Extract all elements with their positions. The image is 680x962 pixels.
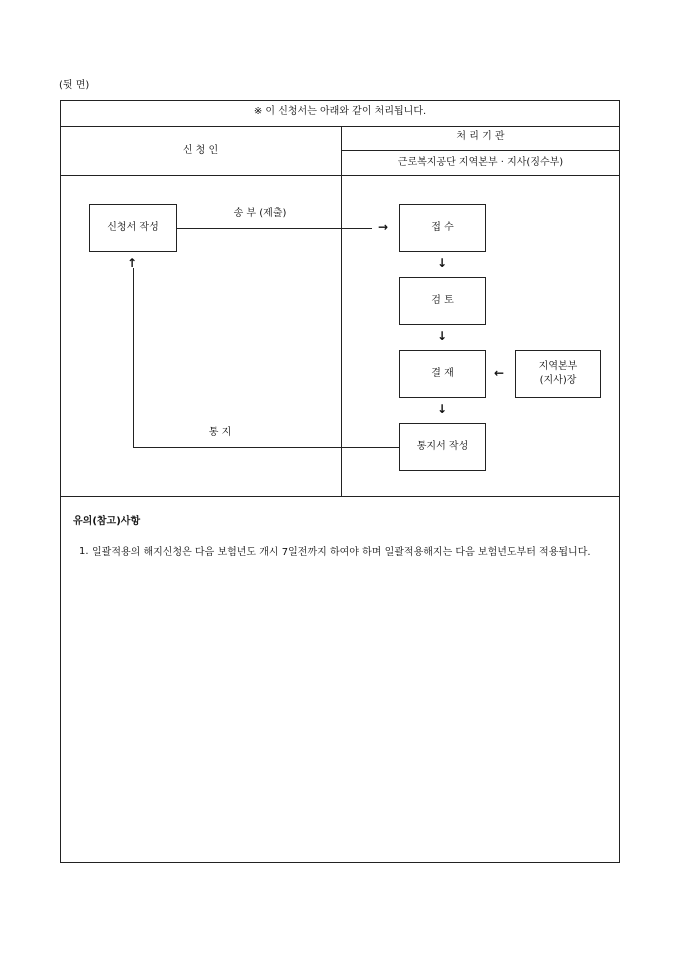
- director-line-1: 지역본부: [538, 360, 578, 372]
- submit-connector: [177, 228, 372, 229]
- notify-connector: [133, 447, 399, 448]
- note-number: 1.: [79, 546, 89, 557]
- up-arrow-icon: ↑: [127, 256, 138, 270]
- divider-agency: [341, 150, 620, 151]
- approval-box: 결 재: [399, 350, 486, 398]
- director-line-2: (지사)장: [539, 375, 577, 386]
- divider-notes: [60, 496, 620, 497]
- process-title: ※ 이 신청서는 아래와 같이 처리됩니다.: [253, 106, 427, 117]
- submit-label: 송 부 (제출): [233, 208, 287, 219]
- director-box: [515, 350, 601, 398]
- divider-title: [60, 126, 620, 127]
- applicant-label: 신 청 인: [182, 145, 219, 156]
- review-box: 검 토: [399, 277, 486, 325]
- down-arrow-icon: ↓: [437, 329, 448, 343]
- page-label: (뒷 면): [59, 80, 90, 91]
- down-arrow-icon: ↓: [437, 402, 448, 416]
- application-box: 신청서 작성: [89, 204, 177, 252]
- notify-riser: [133, 268, 134, 447]
- receipt-box: 접 수: [399, 204, 486, 252]
- column-divider: [341, 126, 342, 496]
- right-arrow-icon: →: [378, 220, 389, 234]
- agency-label: 처 리 기 관: [456, 131, 505, 142]
- notes-heading: 유의(참고)사항: [73, 516, 141, 527]
- notify-label: 통 지: [208, 427, 232, 438]
- left-arrow-icon: ←: [494, 366, 505, 380]
- notice-box: 통지서 작성: [399, 423, 486, 471]
- divider-header: [60, 175, 620, 176]
- agency-name: 근로복지공단 지역본부 · 지사(징수부): [397, 157, 564, 168]
- note-text: 일괄적용의 해지신청은 다음 보험년도 개시 7일전까지 하여야 하며 일괄적용해지는 다음 보험년도부터 적용됩니다.: [92, 547, 591, 558]
- down-arrow-icon: ↓: [437, 256, 448, 270]
